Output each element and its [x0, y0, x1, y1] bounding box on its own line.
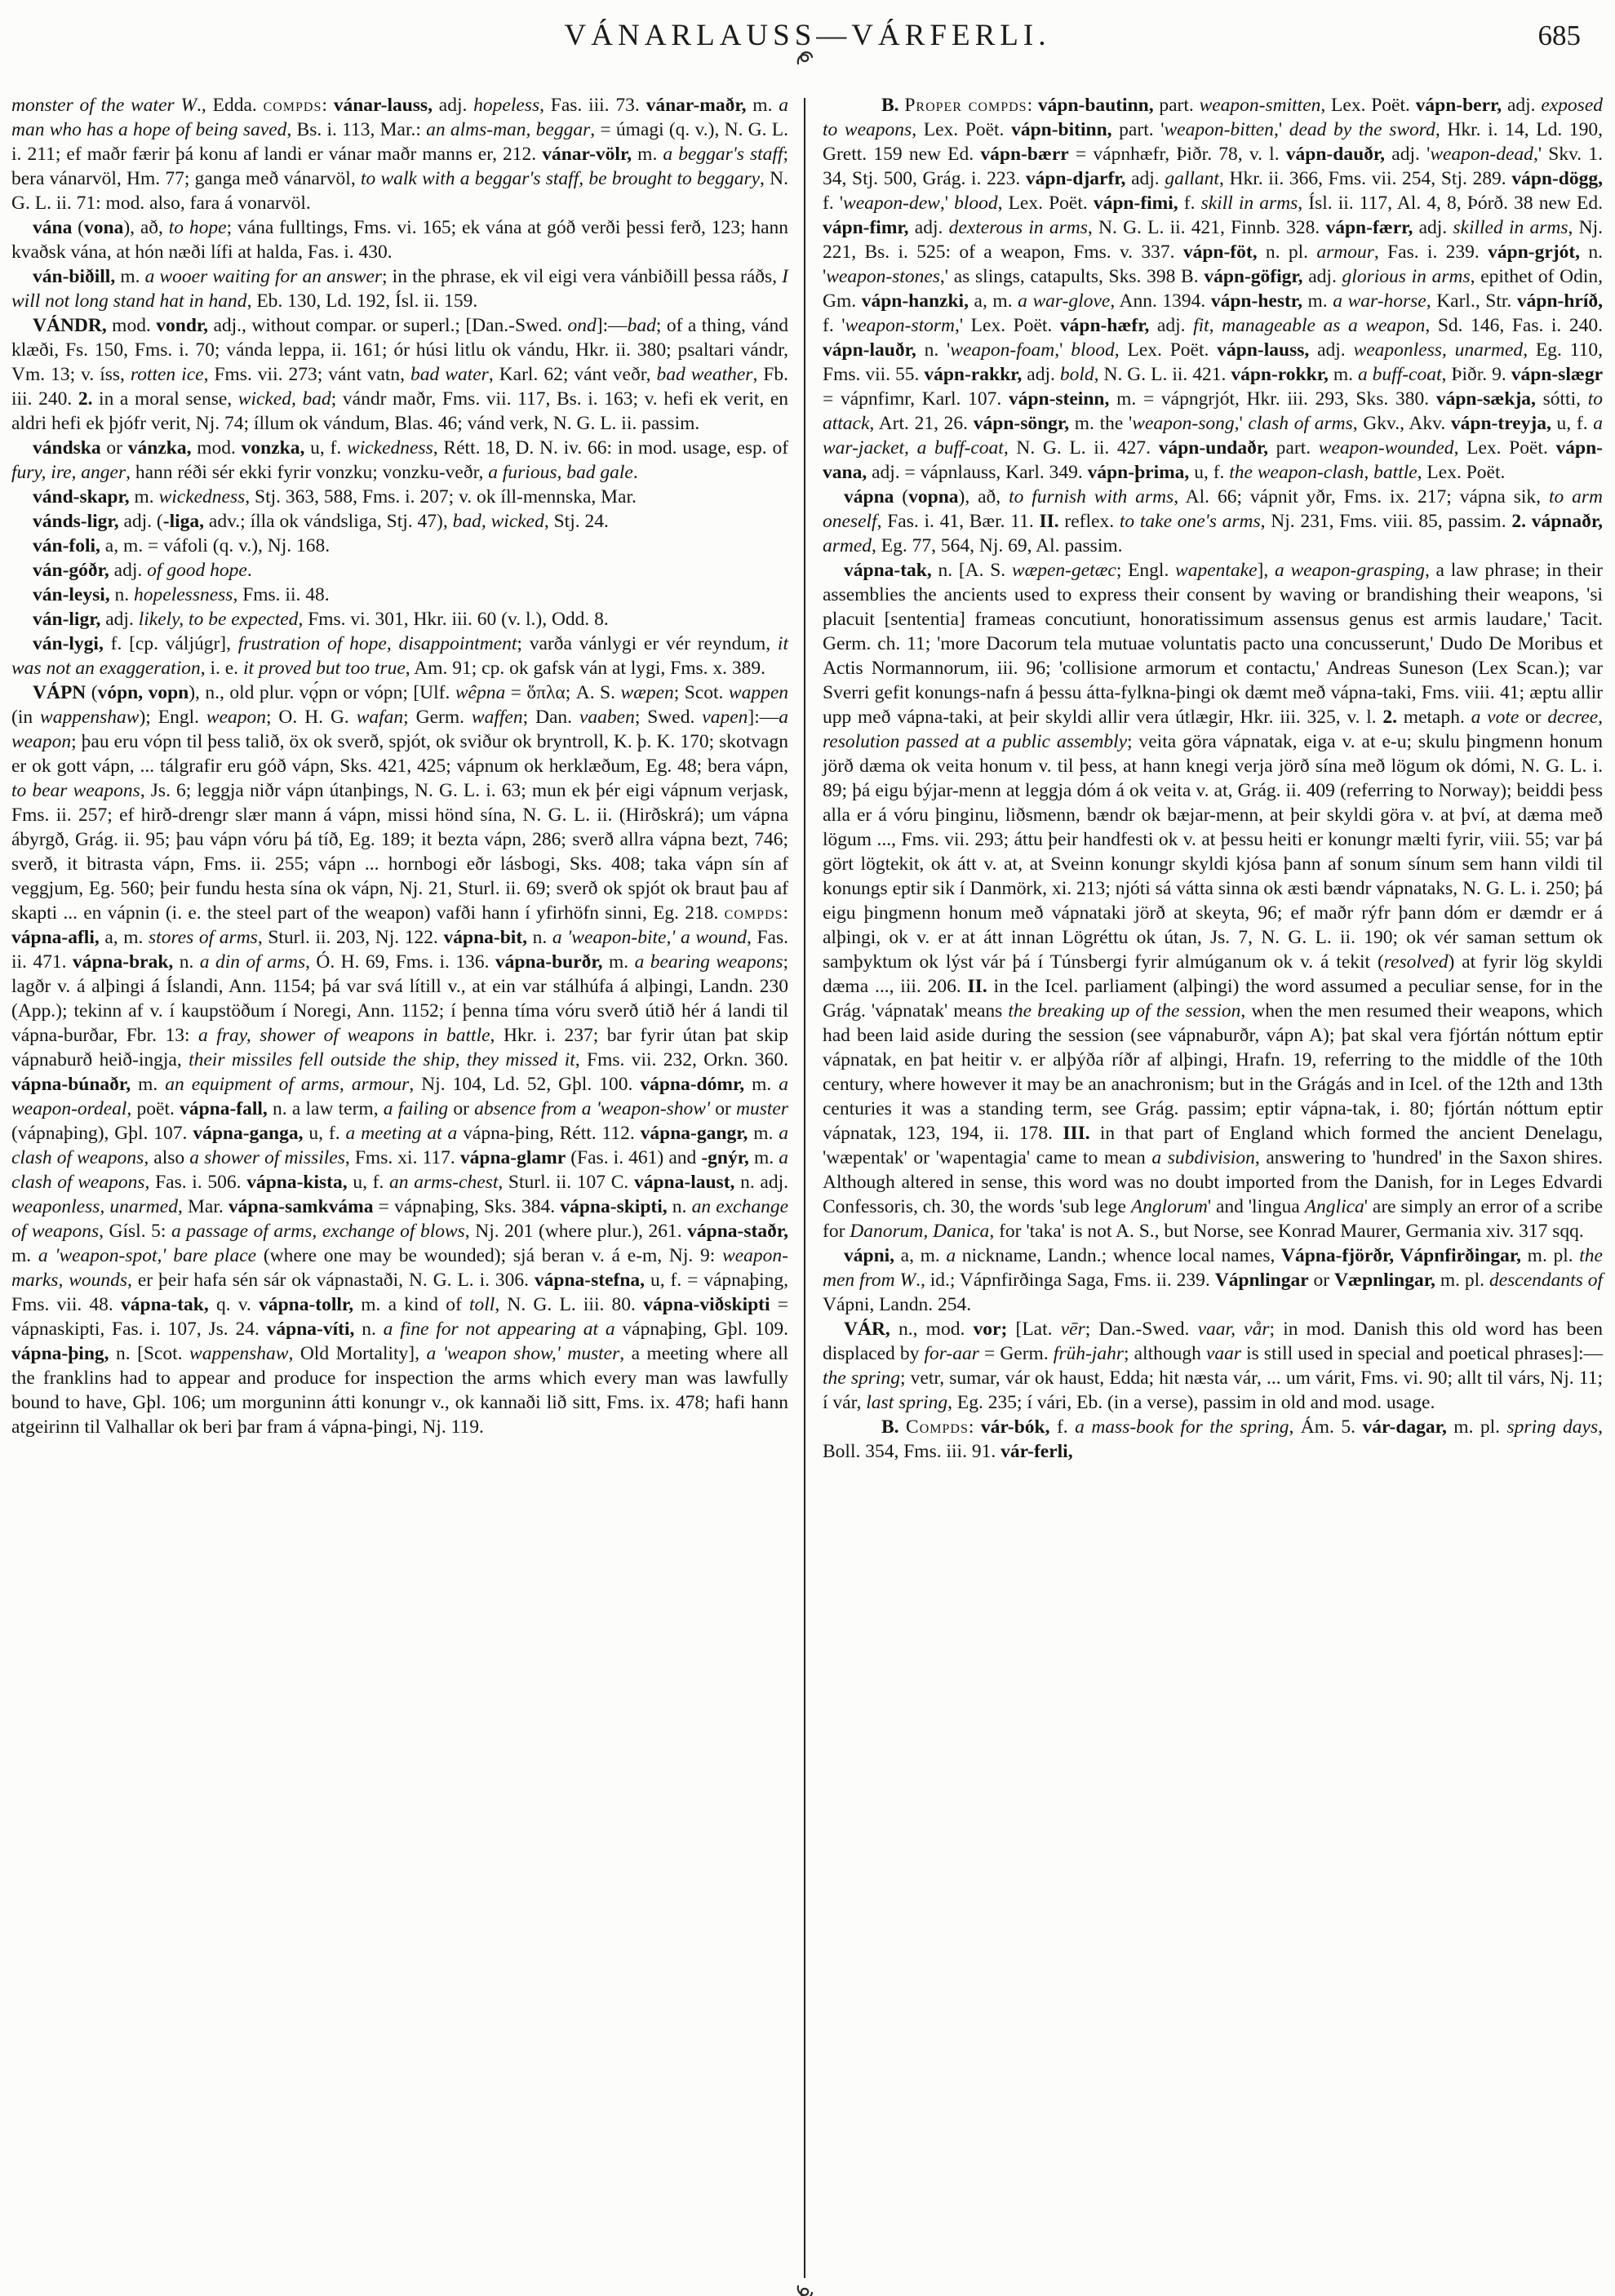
printer-ornament-bottom-icon	[790, 2276, 819, 2296]
entry-paragraph: VÁPN (vópn, vopn), n., old plur. vǫ́pn or vópn; [Ulf. wêpna = ὅπλα; A. S. wæpen; Scot. wappen (in wappenshaw); Engl. weapon; O. H. G. wafan; Germ. waffen; Dan. vaaben; Swed. vapen]:—a weapon; þau eru vópn til þess talið, öx ok sverð, spjót, ok sviður ok bryntroll, K. þ. K. 170; skotvagn er ok gott vápn, ... tálgrafir eru góð vápn, Sks. 421, 425; vápnum ok herklæðum, Eg. 48; bera vápn, to bear weapons, Js. 6; leggja niðr vápn útanþings, N. G. L. i. 63; mun ek þér eigi vápnum verjask, Fms. ii. 257; ef hirð-drengr slær mann á vápn, missi hönd sína, N. G. L. ii. (Hirðskrá); um vápna ábyrgð, Grág. ii. 95; þau vápn vóru þá tíð, Eg. 189; it bezta vápn, 286; sverð allra vápna bezt, 746; sverð, it bitrasta vápn, Fms. ii. 255; vápn ... hornbogi eðr lásbogi, Sks. 408; taka vápn sín af veggjum, Eg. 560; þeir fundu hesta sína ok vápn, Nj. 21, Sturl. ii. 69; sverð ok spjót ok braut þau af skapti ... en vápnin (i. e. the steel part of the weapon) vafði hann í yfirhöfn sinni, Eg. 218. compds: vápna-afli, a, m. stores of arms, Sturl. ii. 203, Nj. 122. vápna-bit, n. a 'weapon-bite,' a wound, Fas. ii. 471. vápna-brak, n. a din of arms, Ó. H. 69, Fms. i. 136. vápna-burðr, m. a bearing weapons; lagðr v. á alþingi á Íslandi, Ann. 1154; þá var svá lítill v., at ein var stálhúfa á alþingi, Landn. 230 (App.); tekinn af v. í kaupstöðum í Noregi, Ann. 1152; í þenna tíma vóru sverð útið hér á landi til vápna-burðar, Fbr. 13: a fray, shower of weapons in battle, Hkr. i. 237; bar fyrir útan þat skip vápnaburð heið-ingja, their missiles fell outside the ship, they missed it, Fms. vii. 232, Orkn. 360. vápna-búnaðr, m. an equipment of arms, armour, Nj. 104, Ld. 52, Gþl. 100. vápna-dómr, m. a weapon-ordeal, poët. vápna-fall, n. a law term, a failing or absence from a 'weapon-show' or muster (vápnaþing), Gþl. 107. vápna-ganga, u, f. a meeting at a vápna-þing, Rétt. 112. vápna-gangr, m. a clash of weapons, also a shower of missiles, Fms. xi. 117. vápna-glamr (Fas. i. 461) and -gnýr, m. a clash of weapons, Fas. i. 506. vápna-kista, u, f. an arms-chest, Sturl. ii. 107 C. vápna-laust, n. adj. weaponless, unarmed, Mar. vápna-samkváma = vápnaþing, Sks. 384. vápna-skipti, n. an exchange of weapons, Gísl. 5: a passage of arms, exchange of blows, Nj. 201 (where plur.), 261. vápna-staðr, m. a 'weapon-spot,' bare place (where one may be wounded); sjá beran v. á e-m, Nj. 9: weapon-marks, wounds, er þeir hafa sén sár ok vápnastaði, N. G. L. i. 306. vápna-stefna, u, f. = vápnaþing, Fms. vii. 48. vápna-tak, q. v. vápna-tollr, m. a kind of toll, N. G. L. iii. 80. vápna-viðskipti = vápnaskipti, Fas. i. 107, Js. 24. vápna-víti, n. a fine for not appearing at a vápnaþing, Gþl. 109. vápna-þing, n. [Scot. wappenshaw, Old Mortality], a 'weapon show,' muster, a meeting where all the franklins had to appear and produce for inspection the arms which every man was lawfully bound to have, Gþl. 106; um morguninn átti konungr v., ok kannaði lið sitt, Fms. ix. 478; hafi hann atgeirinn til Valhallar ok beri þar fram á vápna-þingi, Nj. 119.	[11, 682, 789, 1438]
entry-paragraph: vápni, a, m. a nickname, Landn.; whence local names, Vápna-fjörðr, Vápnfirðingar, m. pl. the men from W., id.; Vápnfirðinga Saga, Fms. ii. 239. Vápnlingar or Væpnlingar, m. pl. descendants of Vápni, Landn. 254.	[823, 1245, 1604, 1315]
entry-paragraph: B. Compds: vár-bók, f. a mass-book for the spring, Ám. 5. vár-dagar, m. pl. spring days, Boll. 354, Fms. iii. 91. vár-ferli,	[823, 1416, 1604, 1462]
entry-paragraph: vápna (vopna), að, to furnish with arms, Al. 66; vápnit yðr, Fms. ix. 217; vápna sik, to arm oneself, Fas. i. 41, Bær. 11. II. reflex. to take one's arms, Nj. 231, Fms. viii. 85, passim. 2. vápnaðr, armed, Eg. 77, 564, Nj. 69, Al. passim.	[823, 486, 1603, 556]
entry-paragraph: ván-leysi, n. hopelessness, Fms. ii. 48.	[33, 584, 330, 605]
entry-paragraph: ván-ligr, adj. likely, to be expected, Fms. vi. 301, Hkr. iii. 60 (v. l.), Odd. 8.	[33, 609, 609, 630]
entry-paragraph: vánds-ligr, adj. (-liga, adv.; ílla ok vándsliga, Stj. 47), bad, wicked, Stj. 24.	[33, 511, 609, 532]
left-column	[11, 93, 788, 1439]
entry-paragraph: ván-foli, a, m. = váfoli (q. v.), Nj. 168.	[33, 535, 331, 556]
entry-paragraph: VÁNDR, mod. vondr, adj., without compar. or superl.; [Dan.-Swed. ond]:—bad; of a thing, vánd klæði, Fs. 150, Fms. i. 70; vánda leppa, ii. 161; ór húsi litlu ok vándu, Hkr. ii. 380; psaltari vándr, Vm. 13; v. íss, rotten ice, Fms. vii. 273; vánt vatn, bad water, Karl. 62; vánt veðr, bad weather, Fb. iii. 240. 2. in a moral sense, wicked, bad; vándr maðr, Fms. vii. 117, Bs. i. 163; v. hefi ek verit, en aldri hefi ek þjófr verit, Nj. 74; íllum ok vándum, Blas. 46; vánd verk, N. G. L. ii. passim.	[11, 315, 789, 434]
entry-paragraph: VÁR, n., mod. vor; [Lat. vēr; Dan.-Swed. vaar, vår; in mod. Danish this old word has been displaced by for-aar = Germ. früh-jahr; although vaar is still used in special and poetical phrases]:—the spring; vetr, sumar, vár ok haust, Edda; hit næsta vár, ... um várit, Fms. vi. 90; allt til várs, Nj. 11; í vár, last spring, Eg. 235; í vári, Eb. (in a verse), passim in old and mod. usage.	[823, 1319, 1604, 1413]
entry-paragraph: vándska or vánzka, mod. vonzka, u, f. wickedness, Rétt. 18, D. N. iv. 66: in mod. usage, esp. of fury, ire, anger, hann réði sér ekki fyrir vonzku; vonzku-veðr, a furious, bad gale.	[11, 437, 789, 483]
page-title: VÁNARLAUSS—VÁRFERLI.	[564, 19, 1051, 52]
entry-paragraph: monster of the water W., Edda. compds: vánar-lauss, adj. hopeless, Fas. iii. 73. vánar-maðr, m. a man who has a hope of being saved, Bs. i. 113, Mar.: an alms-man, beggar, = úmagi (q. v.), N. G. L. i. 211; ef maðr færir þá konu af landi er vánar maðr manns er, 212. vánar-völr, m. a beggar's staff; bera vánarvöl, Hm. 77; ganga með vánarvöl, to walk with a beggar's staff, be brought to beggary, N. G. L. ii. 71: mod. also, fara á vonarvöl.	[11, 95, 789, 214]
entry-paragraph: vápna-tak, n. [A. S. wæpen-getæc; Engl. wapentake], a weapon-grasping, a law phrase; in their assemblies the ancients used to express their consent by waving or brandishing their weapons, 'si placuit [sententia] frameas concutiunt, honoratissimum assensus genus est armis laudare,' Tacit. Germ. ch. 11; 'more Dacorum tela mutuae voluntatis pacto una concusserunt,' Dudo De Moribus et Actis Normannorum, iii. 96; 'collisione armorum et contactu,' Andreas Suneson (Lex Scan.); var Sverri gefit konungs-nafn á þessu átta-fylkna-þingi ok dæmt með vápna-taki, Fms. viii. 41; æptu allir upp með vápna-taki, at þeir skyldi allir vera útlægir, Hkr. iii. 325, v. l. 2. metaph. a vote or decree, resolution passed at a public assembly; veita göra vápnatak, eiga v. at e-u; skulu þingmenn honum jörð dæma ok veita honum v. til þess, at hann knegi verja jörð sína með lögum ok dómi, N. G. L. i. 89; þá eigu býjar-menn at leggja dóm á ok veita v. at, Grág. ii. 409 (referring to Norway); beiddi þess alla er á vóru þinginu, liðsmenn, bændr ok bæjar-menn, at þeir skyldi göra v. at því, at dæma með lögum ..., Fms. vii. 293; áttu þeir handfesti ok v. at þessu heiti er konungr mælti fyrir, viii. 55; var þá gört lögtekit, ok átt v. at, at Sveinn konungr skyldi kjósa þann af sonum sínum sem hann vildi til konungs eptir sik í Danmörk, xi. 213; njóti sá vátta sinna ok æsti bændr vápnataks, N. G. L. i. 250; þá eigu þingmenn honum með vápnataki jörð at skeyta, 96; ef maðr rýfr þann dóm er dæmdr er á alþingi, ok v. er at átt innan Lögréttu ok útan, Js. 7, N. G. L. ii. 190; ok vér saman settum ok samþyktum ok lýst vár þá í Túnsbergi fyrir almúganum ok v. á tekit (resolved) at fyrir lög skyldi dæma ..., iii. 206. II. in the Icel. parliament (alþingi) the word assumed a peculiar sense, for in the Grág. 'vápnatak' means the breaking up of the session, when the men resumed their weapons, which had been laid aside during the session (see vápnaburðr, vápn A); þat skal vera fjórtán nóttum eptir vápnatak, en þat heitir v. er alþýða ríðr af alþingi, Hrafn. 19, referring to the middle of the 10th century, where however it may be an anachronism; but in the Grágás and in Icel. of the 12th and 13th centuries it was a standing term, see Grág. passim; eptir vápna-tak, i. 80; fjórtán nóttum eptir vápnatak, 123, 194, ii. 178. III. in that part of England which formed the ancient Denelagu, 'wæpentak' or 'wapentagia' came to mean a subdivision, answering to 'hundred' in the Saxon shires. Although altered in sense, this word was no doubt imported from the Danish, for in Leges Edvardi Confessoris, ch. 30, the words 'sub lege Anglorum' and 'lingua Anglica' are simply an error of a scribe for Danorum, Danica, for 'taka' is not A. S., but Norse, see Konrad Maurer, Germania xiv. 317 sqq.	[823, 560, 1604, 1242]
entry-paragraph: ván-biðill, m. a wooer waiting for an answer; in the phrase, ek vil eigi vera vánbiðill þessa ráðs, I will not long stand hat in hand, Eb. 130, Ld. 192, Ísl. ii. 159.	[11, 266, 788, 312]
entry-paragraph: vána (vona), að, to hope; vána fulltings, Fms. vi. 165; ek vána at góð verði þessi ferð, 123; hann kvaðsk vána, at hón næði lífi at halda, Fas. i. 430.	[11, 217, 789, 263]
entry-paragraph: vánd-skapr, m. wickedness, Stj. 363, 588, Fms. i. 207; v. ok íll-mennska, Mar.	[33, 486, 637, 508]
page-number: 685	[1537, 20, 1581, 51]
column-divider	[804, 98, 805, 2278]
right-column	[823, 93, 1603, 1464]
entry-paragraph: ván-lygi, f. [cp. váljúgr], frustration of hope, disappointment; varða vánlygi er vér reyndum, it was not an exaggeration, i. e. it proved but too true, Am. 91; cp. ok gafsk ván at lygi, Fms. x. 389.	[11, 633, 788, 679]
printer-ornament-top-icon	[790, 44, 819, 73]
entry-paragraph: ván-góðr, adj. of good hope.	[33, 560, 252, 581]
entry-paragraph: B. Proper compds: vápn-bautinn, part. weapon-smitten, Lex. Poët. vápn-berr, adj. exposed to weapons, Lex. Poët. vápn-bitinn, part. 'weapon-bitten,' dead by the sword, Hkr. i. 14, Ld. 190, Grett. 159 new Ed. vápn-bærr = vápnhæfr, Þiðr. 78, v. l. vápn-dauðr, adj. 'weapon-dead,' Skv. 1. 34, Stj. 500, Grág. i. 223. vápn-djarfr, adj. gallant, Hkr. ii. 366, Fms. vii. 254, Stj. 289. vápn-dögg, f. 'weapon-dew,' blood, Lex. Poët. vápn-fimi, f. skill in arms, Ísl. ii. 117, Al. 4, 8, Þórð. 38 new Ed. vápn-fimr, adj. dexterous in arms, N. G. L. ii. 421, Finnb. 328. vápn-færr, adj. skilled in arms, Nj. 221, Bs. i. 525: of a weapon, Fms. v. 337. vápn-föt, n. pl. armour, Fas. i. 239. vápn-grjót, n. 'weapon-stones,' as slings, catapults, Sks. 398 B. vápn-göfigr, adj. glorious in arms, epithet of Odin, Gm. vápn-hanzki, a, m. a war-glove, Ann. 1394. vápn-hestr, m. a war-horse, Karl., Str. vápn-hríð, f. 'weapon-storm,' Lex. Poët. vápn-hæfr, adj. fit, manageable as a weapon, Sd. 146, Fas. i. 240. vápn-lauðr, n. 'weapon-foam,' blood, Lex. Poët. vápn-lauss, adj. weaponless, unarmed, Eg. 110, Fms. vii. 55. vápn-rakkr, adj. bold, N. G. L. ii. 421. vápn-rokkr, m. a buff-coat, Þiðr. 9. vápn-slægr = vápnfimr, Karl. 107. vápn-steinn, m. = vápngrjót, Hkr. iii. 293, Sks. 380. vápn-sækja, sótti, to attack, Art. 21, 26. vápn-söngr, m. the 'weapon-song,' clash of arms, Gkv., Akv. vápn-treyja, u, f. a war-jacket, a buff-coat, N. G. L. ii. 427. vápn-undaðr, part. weapon-wounded, Lex. Poët. vápn-vana, adj. = vápnlauss, Karl. 349. vápn-þrima, u, f. the weapon-clash, battle, Lex. Poët.	[823, 95, 1604, 483]
